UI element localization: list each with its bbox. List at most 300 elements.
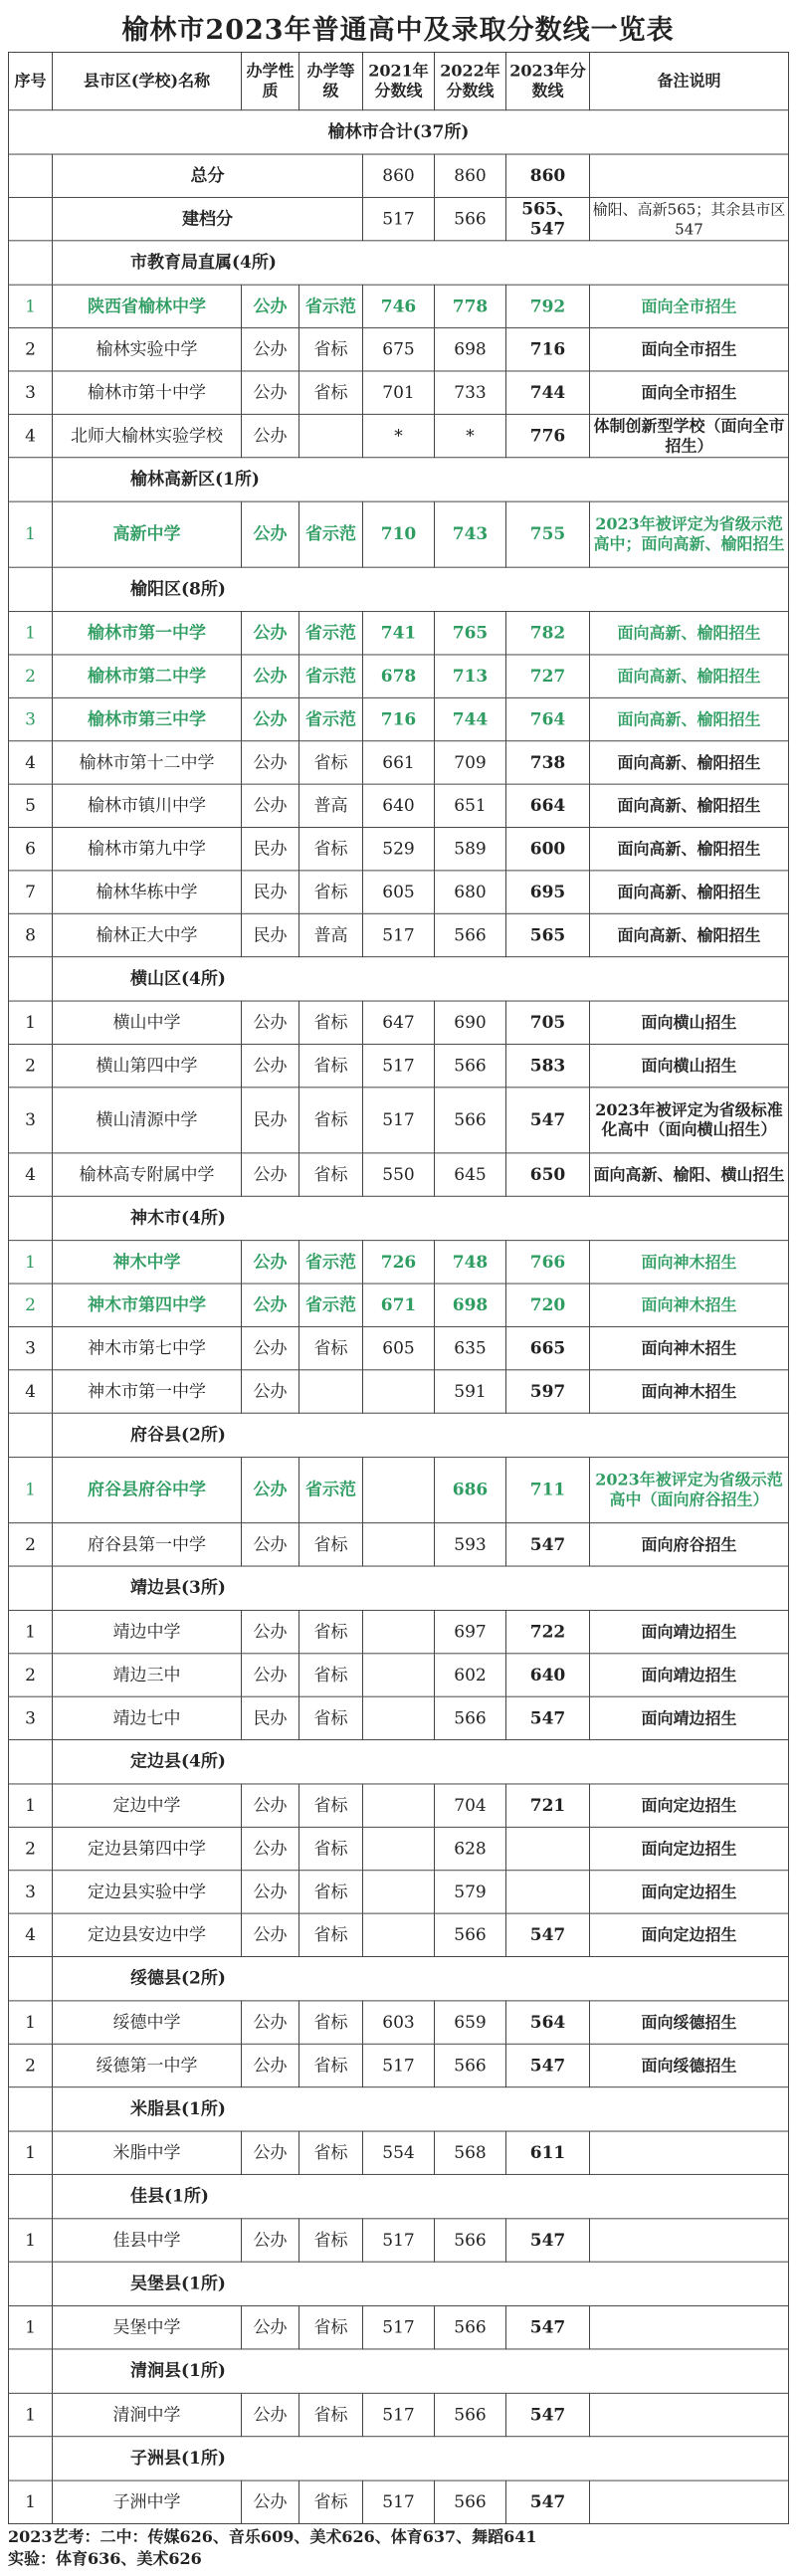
cell-2021: 605 — [363, 1326, 435, 1369]
cell-level: 省标 — [299, 1523, 363, 1566]
footer-line-2: 实验：体育636、美术626 — [8, 2549, 202, 2568]
cell-2022: 566 — [435, 1088, 506, 1153]
cell-no: 3 — [9, 371, 53, 414]
cell-2023: 547 — [506, 1913, 590, 1956]
cell-2021: 554 — [363, 2131, 435, 2174]
cell-level: 省标 — [299, 2306, 363, 2349]
school-row — [9, 697, 789, 740]
cell-no: 2 — [9, 1827, 53, 1870]
cell-no: 5 — [9, 784, 53, 827]
footer-notes — [8, 2526, 788, 2570]
section-header-row — [9, 2349, 789, 2393]
cell-2022: 778 — [435, 285, 506, 327]
table-body — [9, 110, 789, 2524]
school-row — [9, 1326, 789, 1369]
cell-remark — [590, 2219, 789, 2262]
cell-2023: 664 — [506, 784, 590, 827]
school-row — [9, 1370, 789, 1413]
school-row — [9, 371, 789, 414]
cell-level: 省标 — [299, 1827, 363, 1870]
cell-no: 3 — [9, 1326, 53, 1369]
cell-2021: 605 — [363, 871, 435, 913]
cell-nature: 公办 — [242, 1044, 299, 1087]
cell-level: 省标 — [299, 1784, 363, 1827]
cell-2021: 647 — [363, 1001, 435, 1044]
cell-school-name: 定边县实验中学 — [53, 1871, 242, 1913]
footer-line-1: 2023艺考：二中：传媒626、音乐609、美术626、体育637、舞蹈641 — [8, 2527, 537, 2546]
cell-no: 1 — [9, 1241, 53, 1284]
cell-remark: 面向绥德招生 — [590, 2044, 789, 2086]
cell-2021: 860 — [363, 154, 435, 197]
cell-remark: 面向高新、榆阳招生 — [590, 697, 789, 740]
cell-2023: 547 — [506, 2306, 590, 2349]
cell-no — [9, 2437, 53, 2480]
school-row — [9, 1784, 789, 1827]
cell-no — [9, 241, 53, 285]
cell-remark: 2023年被评定为省级标准化高中（面向横山招生） — [590, 1088, 789, 1153]
cell-no: 4 — [9, 1913, 53, 1956]
cell-no — [9, 197, 53, 240]
cell-school-name: 榆林市第九中学 — [53, 828, 242, 871]
cell-remark: 面向定边招生 — [590, 1871, 789, 1913]
cell-nature: 民办 — [242, 828, 299, 871]
cell-2022: 690 — [435, 1001, 506, 1044]
school-row — [9, 285, 789, 327]
cell-level: 省示范 — [299, 697, 363, 740]
cell-level: 省标 — [299, 2131, 363, 2174]
cell-remark: 面向靖边招生 — [590, 1610, 789, 1653]
cell-2021: 675 — [363, 328, 435, 371]
cell-school-name: 榆林市第十中学 — [53, 371, 242, 414]
cell-2022: 860 — [435, 154, 506, 197]
school-row — [9, 2306, 789, 2349]
cell-remark: 2023年被评定为省级示范高中（面向府谷招生） — [590, 1458, 789, 1523]
cell-2023: 547 — [506, 2393, 590, 2436]
cell-school-name: 靖边三中 — [53, 1654, 242, 1696]
school-row — [9, 871, 789, 913]
school-row — [9, 1001, 789, 1044]
cell-level: 省标 — [299, 828, 363, 871]
school-row — [9, 1284, 789, 1326]
cell-no: 6 — [9, 828, 53, 871]
cell-nature: 民办 — [242, 1696, 299, 1739]
cell-no: 2 — [9, 1654, 53, 1696]
cell-2022: 635 — [435, 1326, 506, 1369]
cell-2021: 517 — [363, 2306, 435, 2349]
cell-2021 — [363, 1458, 435, 1523]
cell-2023: 547 — [506, 1088, 590, 1153]
cell-2021: 741 — [363, 612, 435, 655]
section-label: 绥德县(2所) — [53, 1957, 789, 2001]
cell-remark: 面向靖边招生 — [590, 1696, 789, 1739]
cell-no: 3 — [9, 697, 53, 740]
section-label: 清涧县(1所) — [53, 2349, 789, 2393]
cell-2021 — [363, 1913, 435, 1956]
cell-2022: 628 — [435, 1827, 506, 1870]
school-row — [9, 1458, 789, 1523]
cell-2023: 564 — [506, 2001, 590, 2044]
school-row — [9, 1523, 789, 1566]
cell-school-name: 靖边中学 — [53, 1610, 242, 1653]
cell-no — [9, 154, 53, 197]
cell-school-name: 清涧中学 — [53, 2393, 242, 2436]
cell-no: 1 — [9, 1458, 53, 1523]
cell-school-name: 靖边七中 — [53, 1696, 242, 1739]
school-row — [9, 1153, 789, 1196]
cell-2021: 517 — [363, 1088, 435, 1153]
cell-no: 1 — [9, 1610, 53, 1653]
cell-nature: 公办 — [242, 1153, 299, 1196]
cell-remark: 面向绥德招生 — [590, 2001, 789, 2044]
cell-2023: 565 — [506, 913, 590, 956]
cell-2023: 600 — [506, 828, 590, 871]
cell-2022: 568 — [435, 2131, 506, 2174]
cell-school-name: 吴堡中学 — [53, 2306, 242, 2349]
cell-nature: 公办 — [242, 2044, 299, 2086]
cell-2021: 529 — [363, 828, 435, 871]
cell-no — [9, 2174, 53, 2218]
section-label: 佳县(1所) — [53, 2174, 789, 2218]
header-2022: 2022年分数线 — [435, 52, 506, 109]
cell-no — [9, 458, 53, 501]
cell-2023: 782 — [506, 612, 590, 655]
cell-remark: 面向高新、榆阳招生 — [590, 741, 789, 784]
cell-level — [299, 414, 363, 457]
cell-no: 1 — [9, 1784, 53, 1827]
cell-2021 — [363, 1696, 435, 1739]
school-row — [9, 1241, 789, 1284]
cell-remark — [590, 2393, 789, 2436]
cell-2023: 766 — [506, 1241, 590, 1284]
cell-level: 普高 — [299, 913, 363, 956]
cell-2023: 860 — [506, 154, 590, 197]
cell-2022: 704 — [435, 1784, 506, 1827]
cell-2022: 698 — [435, 328, 506, 371]
cell-remark — [590, 2480, 789, 2523]
cell-remark: 面向横山招生 — [590, 1001, 789, 1044]
cell-nature: 公办 — [242, 501, 299, 567]
school-row — [9, 1696, 789, 1739]
cell-2021 — [363, 1610, 435, 1653]
cell-nature: 公办 — [242, 2219, 299, 2262]
city-total-label: 榆林市合计(37所) — [9, 110, 789, 154]
cell-school-name: 横山清源中学 — [53, 1088, 242, 1153]
cell-2023: 755 — [506, 501, 590, 567]
cell-2023: 547 — [506, 1523, 590, 1566]
cell-2022: 743 — [435, 501, 506, 567]
cell-2021: 517 — [363, 1044, 435, 1087]
cell-2023: 792 — [506, 285, 590, 327]
school-row — [9, 784, 789, 827]
cell-no — [9, 1196, 53, 1240]
cell-2023: 722 — [506, 1610, 590, 1653]
cell-nature: 公办 — [242, 612, 299, 655]
section-header-row — [9, 241, 789, 285]
cell-2023: 764 — [506, 697, 590, 740]
cell-2022: 579 — [435, 1871, 506, 1913]
cell-school-name: 榆林市第三中学 — [53, 697, 242, 740]
cell-2021: 640 — [363, 784, 435, 827]
cell-level: 省示范 — [299, 285, 363, 327]
section-header-row — [9, 2174, 789, 2218]
cell-no: 4 — [9, 414, 53, 457]
cell-2023: 695 — [506, 871, 590, 913]
section-label: 横山区(4所) — [53, 957, 789, 1001]
school-row — [9, 2001, 789, 2044]
cell-2022: 744 — [435, 697, 506, 740]
cell-2021: 603 — [363, 2001, 435, 2044]
cell-level: 省标 — [299, 1610, 363, 1653]
cell-remark: 面向高新、榆阳招生 — [590, 828, 789, 871]
cell-2023: 640 — [506, 1654, 590, 1696]
section-label: 吴堡县(1所) — [53, 2262, 789, 2305]
cell-2021: 701 — [363, 371, 435, 414]
cell-2023 — [506, 1827, 590, 1870]
cell-remark: 面向定边招生 — [590, 1913, 789, 1956]
cell-no: 2 — [9, 655, 53, 697]
cell-no: 2 — [9, 328, 53, 371]
cell-no: 2 — [9, 2044, 53, 2086]
cell-level: 省标 — [299, 1088, 363, 1153]
cell-no: 1 — [9, 2393, 53, 2436]
school-row — [9, 913, 789, 956]
school-row — [9, 2219, 789, 2262]
cell-remark: 面向神木招生 — [590, 1370, 789, 1413]
header-no: 序号 — [9, 52, 53, 109]
section-label: 靖边县(3所) — [53, 1566, 789, 1610]
cell-school-name: 绥德中学 — [53, 2001, 242, 2044]
cell-no: 1 — [9, 2219, 53, 2262]
cell-level: 省示范 — [299, 1284, 363, 1326]
cell-nature: 民办 — [242, 913, 299, 956]
school-row — [9, 2131, 789, 2174]
cell-2023: 547 — [506, 1696, 590, 1739]
cell-nature: 公办 — [242, 784, 299, 827]
cell-no: 4 — [9, 1370, 53, 1413]
cell-school-name: 府谷县第一中学 — [53, 1523, 242, 1566]
cell-2023: 716 — [506, 328, 590, 371]
cell-nature: 公办 — [242, 1326, 299, 1369]
cell-remark: 榆阳、高新565；其余县市区547 — [590, 197, 789, 240]
cell-2021: 661 — [363, 741, 435, 784]
cell-no — [9, 1740, 53, 1784]
cell-school-name: 高新中学 — [53, 501, 242, 567]
cell-2021: 671 — [363, 1284, 435, 1326]
section-header-row — [9, 1196, 789, 1240]
cell-2023: 776 — [506, 414, 590, 457]
cell-school-name: 定边中学 — [53, 1784, 242, 1827]
cell-nature: 公办 — [242, 285, 299, 327]
cell-2022: 591 — [435, 1370, 506, 1413]
header-level: 办学等级 — [299, 52, 363, 109]
cell-no: 3 — [9, 1088, 53, 1153]
section-label: 市教育局直属(4所) — [53, 241, 789, 285]
cell-level: 省标 — [299, 2480, 363, 2523]
cell-2021: 517 — [363, 2393, 435, 2436]
cell-level: 省标 — [299, 1871, 363, 1913]
cell-2023: 727 — [506, 655, 590, 697]
cell-level: 省示范 — [299, 1458, 363, 1523]
cell-2021: 746 — [363, 285, 435, 327]
cell-no: 1 — [9, 285, 53, 327]
cell-school-name: 米脂中学 — [53, 2131, 242, 2174]
cell-2023: 738 — [506, 741, 590, 784]
cell-remark: 面向高新、榆阳招生 — [590, 871, 789, 913]
cell-2022: 680 — [435, 871, 506, 913]
school-row — [9, 828, 789, 871]
cell-remark: 面向神木招生 — [590, 1326, 789, 1369]
cell-2023 — [506, 1871, 590, 1913]
header-nature: 办学性质 — [242, 52, 299, 109]
cell-nature: 公办 — [242, 1370, 299, 1413]
school-row — [9, 328, 789, 371]
city-total-row — [9, 110, 789, 154]
cell-level: 省标 — [299, 1696, 363, 1739]
cell-remark: 面向全市招生 — [590, 371, 789, 414]
cell-2021: 678 — [363, 655, 435, 697]
cell-2022: 566 — [435, 2306, 506, 2349]
cell-school-name: 神木市第七中学 — [53, 1326, 242, 1369]
cell-no: 2 — [9, 1044, 53, 1087]
cell-school-name: 榆林高专附属中学 — [53, 1153, 242, 1196]
cell-no: 8 — [9, 913, 53, 956]
cell-2021 — [363, 1827, 435, 1870]
school-row — [9, 1044, 789, 1087]
cell-nature: 公办 — [242, 1784, 299, 1827]
cell-level: 省标 — [299, 1654, 363, 1696]
cell-remark: 面向高新、榆阳招生 — [590, 913, 789, 956]
cell-2023: 665 — [506, 1326, 590, 1369]
cell-school-name: 榆林市第一中学 — [53, 612, 242, 655]
cell-no: 7 — [9, 871, 53, 913]
section-label: 榆阳区(8所) — [53, 567, 789, 611]
cell-2021: 517 — [363, 197, 435, 240]
cell-remark: 体制创新型学校（面向全市招生） — [590, 414, 789, 457]
cell-2021 — [363, 1784, 435, 1827]
section-label: 府谷县(2所) — [53, 1413, 789, 1457]
section-label: 定边县(4所) — [53, 1740, 789, 1784]
cell-2021: 726 — [363, 1241, 435, 1284]
cell-2022: 566 — [435, 1696, 506, 1739]
school-row — [9, 501, 789, 567]
cell-level: 省标 — [299, 2393, 363, 2436]
school-row — [9, 1610, 789, 1653]
cell-2022: * — [435, 414, 506, 457]
cell-school-name: 定边县安边中学 — [53, 1913, 242, 1956]
cell-nature: 民办 — [242, 871, 299, 913]
cell-remark: 面向神木招生 — [590, 1241, 789, 1284]
cell-nature: 公办 — [242, 1871, 299, 1913]
cell-school-name: 横山中学 — [53, 1001, 242, 1044]
cell-remark: 面向府谷招生 — [590, 1523, 789, 1566]
section-label: 子洲县(1所) — [53, 2437, 789, 2480]
cell-2023: 650 — [506, 1153, 590, 1196]
cell-remark — [590, 2306, 789, 2349]
school-row — [9, 2480, 789, 2523]
cell-2022: 765 — [435, 612, 506, 655]
cell-no: 1 — [9, 1001, 53, 1044]
cell-no: 1 — [9, 2306, 53, 2349]
school-row — [9, 1871, 789, 1913]
cell-2023: 720 — [506, 1284, 590, 1326]
section-header-row — [9, 2437, 789, 2480]
cell-no: 1 — [9, 612, 53, 655]
cell-remark: 面向全市招生 — [590, 285, 789, 327]
score-table — [8, 52, 789, 2524]
cell-school-name: 榆林实验中学 — [53, 328, 242, 371]
cell-nature: 公办 — [242, 2306, 299, 2349]
cell-2023: 547 — [506, 2219, 590, 2262]
cell-level: 省标 — [299, 2219, 363, 2262]
cell-2022: 733 — [435, 371, 506, 414]
dangan-score-label: 建档分 — [53, 197, 363, 240]
cell-2023: 583 — [506, 1044, 590, 1087]
cell-2022: 566 — [435, 2219, 506, 2262]
cell-school-name: 榆林正大中学 — [53, 913, 242, 956]
cell-level: 省示范 — [299, 1241, 363, 1284]
cell-no: 1 — [9, 501, 53, 567]
cell-level: 省标 — [299, 2044, 363, 2086]
section-header-row — [9, 1957, 789, 2001]
cell-level: 省标 — [299, 741, 363, 784]
cell-school-name: 横山第四中学 — [53, 1044, 242, 1087]
cell-2021 — [363, 1654, 435, 1696]
cell-2021: 550 — [363, 1153, 435, 1196]
cell-level: 省标 — [299, 2001, 363, 2044]
cell-2022: 748 — [435, 1241, 506, 1284]
cell-level: 省示范 — [299, 501, 363, 567]
school-row — [9, 2044, 789, 2086]
section-header-row — [9, 1566, 789, 1610]
section-header-row — [9, 1740, 789, 1784]
cell-2021: 517 — [363, 913, 435, 956]
cell-no — [9, 957, 53, 1001]
cell-remark: 面向高新、榆阳招生 — [590, 612, 789, 655]
cell-level: 省标 — [299, 371, 363, 414]
school-row — [9, 1827, 789, 1870]
cell-remark — [590, 2131, 789, 2174]
cell-no: 1 — [9, 2480, 53, 2523]
cell-level: 省示范 — [299, 612, 363, 655]
cell-nature: 公办 — [242, 1610, 299, 1653]
cell-2023: 721 — [506, 1784, 590, 1827]
cell-2023: 547 — [506, 2044, 590, 2086]
cell-no: 2 — [9, 1284, 53, 1326]
section-header-row — [9, 957, 789, 1001]
cell-school-name: 定边县第四中学 — [53, 1827, 242, 1870]
cell-nature: 公办 — [242, 1458, 299, 1523]
cell-2023: 744 — [506, 371, 590, 414]
cell-2021: 517 — [363, 2480, 435, 2523]
cell-school-name: 神木中学 — [53, 1241, 242, 1284]
school-row — [9, 612, 789, 655]
cell-level: 省标 — [299, 1913, 363, 1956]
cell-remark: 2023年被评定为省级示范高中；面向高新、榆阳招生 — [590, 501, 789, 567]
cell-2023: 547 — [506, 2480, 590, 2523]
cell-level: 省标 — [299, 1001, 363, 1044]
cell-no: 3 — [9, 1871, 53, 1913]
cell-level: 省标 — [299, 328, 363, 371]
cell-2022: 593 — [435, 1523, 506, 1566]
section-label: 榆林高新区(1所) — [53, 458, 789, 501]
section-header-row — [9, 567, 789, 611]
cell-school-name: 府谷县府谷中学 — [53, 1458, 242, 1523]
cell-remark — [590, 154, 789, 197]
school-row — [9, 2393, 789, 2436]
cell-2022: 566 — [435, 2044, 506, 2086]
cell-no: 4 — [9, 1153, 53, 1196]
cell-2022: 566 — [435, 197, 506, 240]
